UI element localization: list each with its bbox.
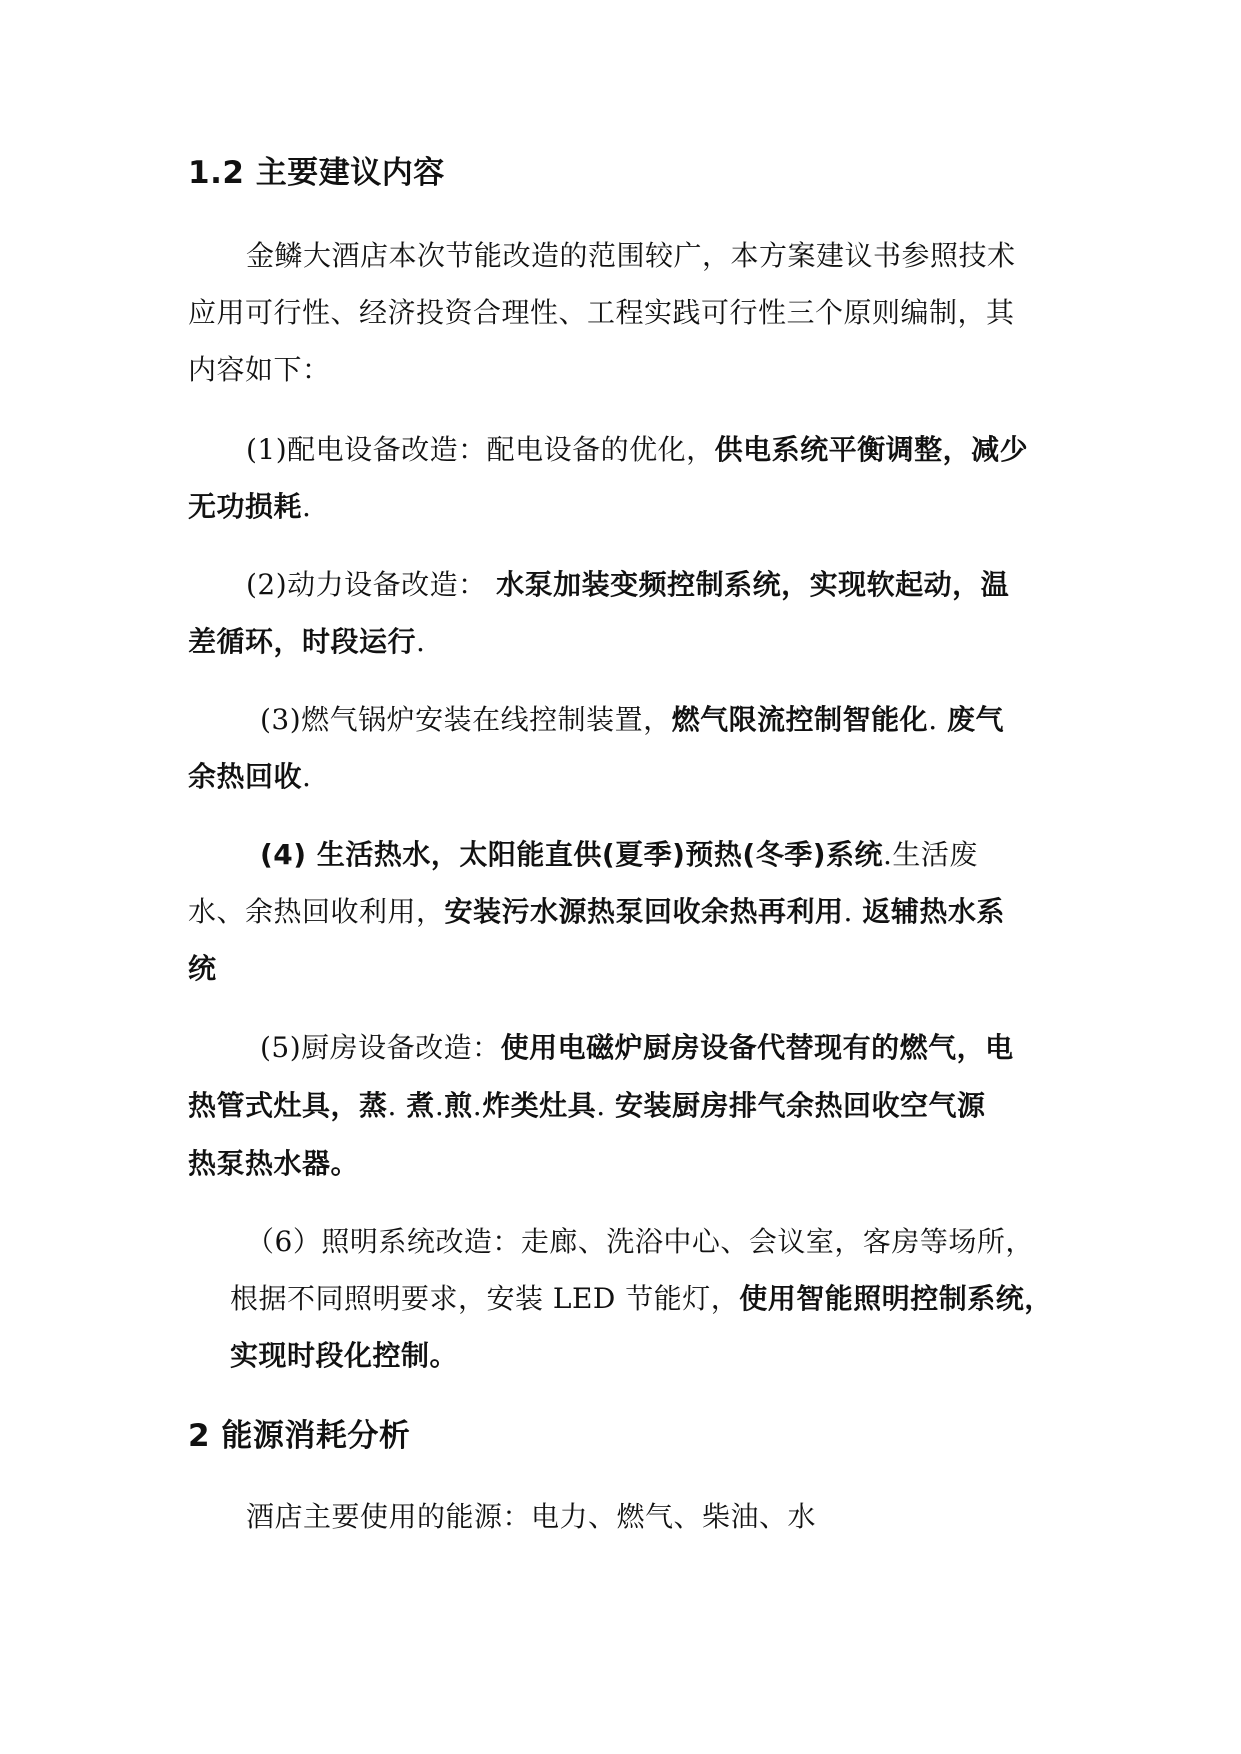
bold-text-run: 安装污水源热泵回收余热再利用 xyxy=(444,895,844,928)
list-item-line xyxy=(188,622,425,662)
list-item-line xyxy=(188,487,311,527)
bold-text-run: 热泵热水器。 xyxy=(188,1147,360,1180)
paragraph-line: 酒店主要使用的能源：电力、燃气、柴油、水 xyxy=(246,1500,817,1533)
list-item-line xyxy=(188,892,1005,932)
text-run: (5)厨房设备改造： xyxy=(260,1031,501,1064)
text-run: . xyxy=(928,703,947,736)
text-run: . xyxy=(596,1089,615,1122)
bold-text-run: 差循环，时段运行 xyxy=(188,625,417,658)
text-run: . xyxy=(434,1089,445,1122)
list-item-line xyxy=(260,700,1004,740)
bold-text-run: 燃气限流控制智能化 xyxy=(671,703,929,736)
list-item-line xyxy=(230,1279,1053,1319)
text-run: 水、余热回收利用， xyxy=(188,895,445,928)
list-item-line xyxy=(188,949,217,989)
bold-text-run: 使用电磁炉厨房设备代替现有的燃气，电 xyxy=(500,1031,1014,1064)
text-run: (3)燃气锅炉安装在线控制装置， xyxy=(260,703,672,736)
list-item-line xyxy=(188,1086,986,1126)
text-run: .生活废 xyxy=(883,838,978,871)
text-run: 根据不同照明要求，安装 LED 节能灯， xyxy=(230,1282,740,1315)
list-item-line xyxy=(230,1336,458,1376)
list-item-line xyxy=(188,1144,359,1184)
bold-text-run: 热管式灶具，蒸 xyxy=(188,1089,388,1122)
list-item-line xyxy=(246,565,1009,605)
list-item-line xyxy=(246,430,1028,470)
bold-text-run: 水泵加装变频控制系统，实现软起动，温 xyxy=(496,568,1010,601)
bold-text-run: 供电系统平衡调整，减少 xyxy=(714,433,1029,466)
text-run: . xyxy=(387,1089,407,1122)
bold-text-run: 余热回收 xyxy=(188,760,303,793)
bold-text-run: 使用智能照明控制系统， xyxy=(739,1282,1053,1315)
bold-text-run: 煎 xyxy=(444,1089,473,1122)
list-item-line xyxy=(260,835,978,875)
bold-text-run: 统 xyxy=(188,952,217,985)
bold-text-run: 返辅热水系 xyxy=(862,895,1005,928)
paragraph-line: 内容如下： xyxy=(188,353,331,386)
bold-text-run: 煮 xyxy=(406,1089,435,1122)
text-run: . xyxy=(843,895,863,928)
paragraph-line: 应用可行性、经济投资合理性、工程实践可行性三个原则编制，其 xyxy=(188,296,1015,329)
text-run: . xyxy=(302,490,312,523)
bold-text-run: 无功损耗 xyxy=(188,490,303,523)
list-item-line xyxy=(188,757,311,797)
bold-text-run: 安装厨房排气余热回收空气源 xyxy=(615,1089,986,1122)
text-run: （6）照明系统改造：走廊、洗浴中心、会议室，客房等场所， xyxy=(246,1225,1034,1258)
text-run: (2)动力设备改造： xyxy=(246,568,497,601)
bold-text-run: (4) 生活热水，太阳能直供(夏季)预热(冬季)系统 xyxy=(260,838,884,871)
bold-text-run: 实现时段化控制。 xyxy=(230,1339,459,1372)
text-run: . xyxy=(472,1089,483,1122)
list-item-line xyxy=(246,1222,1034,1262)
text-run: . xyxy=(302,760,312,793)
section-heading: 2 能源消耗分析 xyxy=(188,1418,411,1454)
section-heading: 1.2 主要建议内容 xyxy=(188,155,445,191)
list-item-line xyxy=(260,1028,1014,1068)
text-run: (1)配电设备改造：配电设备的优化， xyxy=(246,433,715,466)
text-run: . xyxy=(416,625,426,658)
bold-text-run: 废气 xyxy=(947,703,1005,736)
bold-text-run: 炸类灶具 xyxy=(482,1089,597,1122)
paragraph-line: 金鳞大酒店本次节能改造的范围较广，本方案建议书参照技术 xyxy=(246,239,1016,272)
